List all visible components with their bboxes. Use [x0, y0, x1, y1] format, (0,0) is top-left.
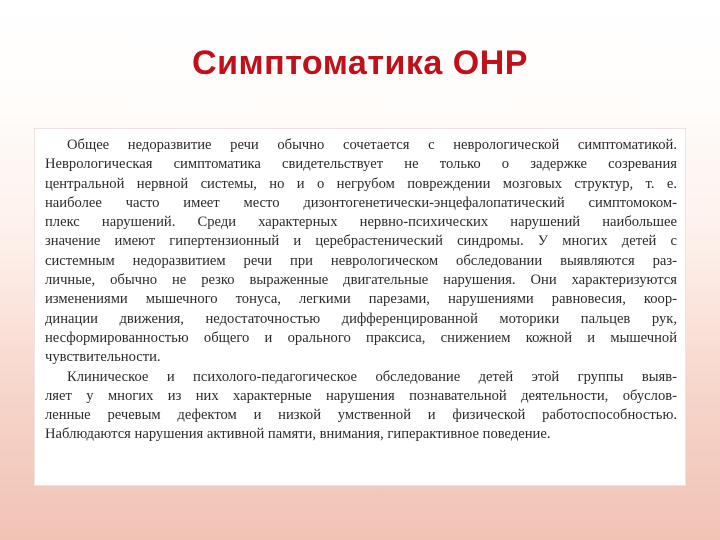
text-line: ляет у многих из них характерные нарушения познавательной деятельности, обуслов- [45, 387, 677, 404]
text-line: значение имеют гипертензионный и церебрастенический синдромы. У многих детей с [45, 233, 677, 250]
slide-title: Симптоматика ОНР [192, 44, 528, 82]
text-line: ленные речевым дефектом и низкой умственной и физической работоспособностью. [45, 407, 677, 424]
text-line: Общее недоразвитие речи обычно сочетается с неврологической симптоматикой. [67, 137, 677, 153]
text-line: динации движения, недостаточностью дифференцированной моторики пальцев рук, [45, 310, 677, 327]
text-line: Наблюдаются нарушения активной памяти, внимания, гиперактивное поведение. [45, 426, 551, 443]
text-line: изменениями мышечного тонуса, легкими парезами, нарушениями равновесия, коор- [45, 291, 677, 308]
text-line: несформированностью общего и орального праксиса, снижением кожной и мышечной [45, 329, 677, 346]
text-line: Неврологическая симптоматика свидетельствует не только о задержке созревания [45, 156, 677, 173]
paragraph-clinical-examination [45, 368, 677, 445]
text-line: чувствительности. [45, 349, 161, 366]
text-line: плекс нарушений. Среди характерных нервно-психических нарушений наибольшее [45, 214, 677, 231]
text-line: личные, обычно не резко выраженные двигательные нарушения. Они характеризуются [45, 272, 677, 289]
text-line: Клиническое и психолого-педагогическое обследование детей этой группы выяв- [67, 368, 677, 385]
paragraph-neurological-symptoms [45, 136, 677, 368]
text-line: центральной нервной системы, но и о негрубом повреждении мозговых структур, т. е. [45, 175, 677, 192]
text-line: системным недоразвитием речи при неврологическом обследовании выявляются раз- [45, 252, 677, 269]
text-panel [34, 128, 686, 486]
text-line: наиболее часто имеет место дизонтогенетически-энцефалопатический симптомоком- [45, 194, 677, 211]
